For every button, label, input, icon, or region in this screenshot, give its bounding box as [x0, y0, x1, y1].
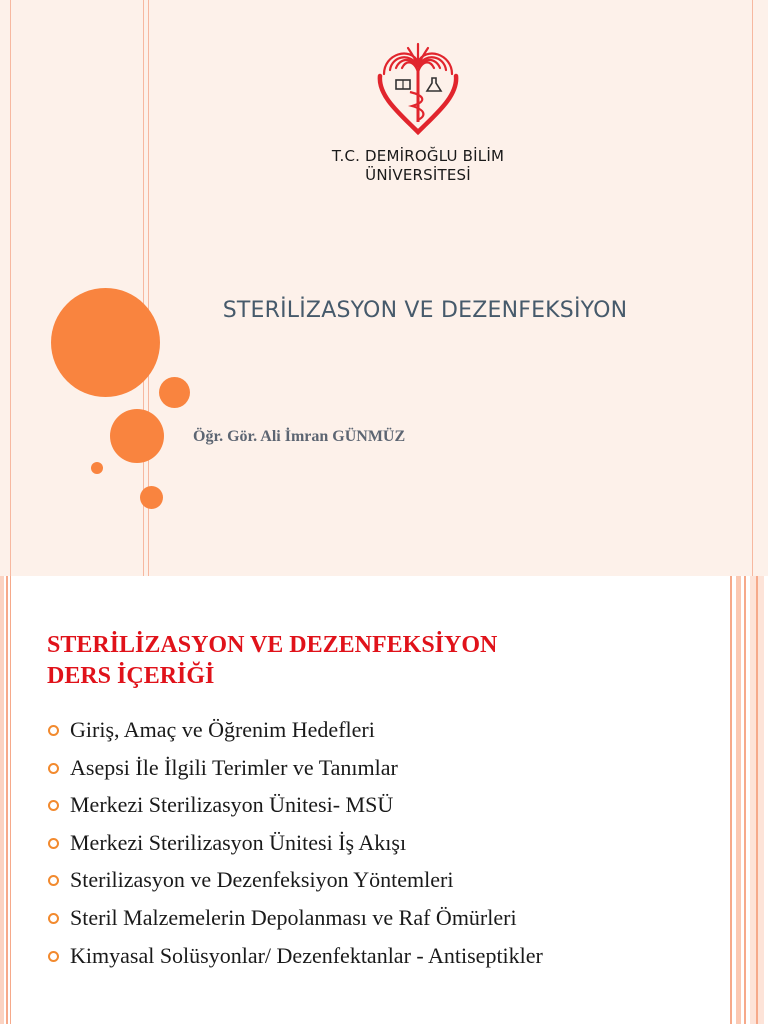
decor-left-stripes: [0, 576, 20, 1024]
section-title-line2: DERS İÇERİĞİ: [47, 663, 215, 689]
university-heart-logo-icon: [370, 40, 466, 136]
university-name-line2: ÜNİVERSİTESİ: [365, 166, 471, 184]
decor-circle-medium: [110, 409, 164, 463]
list-item: Merkezi Sterilizasyon Ünitesi İş Akışı: [47, 829, 607, 857]
list-item: Asepsi İle İlgili Terimler ve Tanımlar: [47, 754, 607, 782]
decor-line: [10, 0, 11, 576]
decor-circle-small: [140, 486, 163, 509]
circle-bullet-icon: [48, 838, 59, 849]
decor-right-stripes: [728, 576, 768, 1024]
section-title-line1: STERİLİZASYON VE DEZENFEKSİYON: [47, 632, 498, 658]
circle-bullet-icon: [48, 913, 59, 924]
list-item: Giriş, Amaç ve Öğrenim Hedefleri: [47, 716, 607, 744]
circle-bullet-icon: [48, 951, 59, 962]
section-title: [47, 630, 647, 692]
list-item: Sterilizasyon ve Dezenfeksiyon Yöntemleri: [47, 866, 607, 894]
decor-circle-small: [159, 377, 190, 408]
circle-bullet-icon: [48, 875, 59, 886]
decor-circle-large: [51, 288, 160, 397]
list-item: Kimyasal Solüsyonlar/ Dezenfektanlar - Antiseptikler: [47, 942, 607, 970]
university-name: [290, 147, 546, 185]
slide-title: STERİLİZASYON VE DEZENFEKSİYON: [222, 298, 628, 323]
author-name: Öğr. Gör. Ali İmran GÜNMÜZ: [193, 428, 406, 445]
university-name-line1: T.C. DEMİROĞLU BİLİM: [331, 147, 505, 165]
circle-bullet-icon: [48, 800, 59, 811]
circle-bullet-icon: [48, 725, 59, 736]
content-slide: [0, 576, 768, 1024]
decor-line: [752, 0, 753, 576]
list-item: Steril Malzemelerin Depolanması ve Raf Ömürleri: [47, 904, 607, 932]
list-item: Merkezi Sterilizasyon Ünitesi- MSÜ: [47, 791, 607, 819]
circle-bullet-icon: [48, 763, 59, 774]
content-list: [47, 716, 607, 979]
decor-circle-tiny: [91, 462, 103, 474]
